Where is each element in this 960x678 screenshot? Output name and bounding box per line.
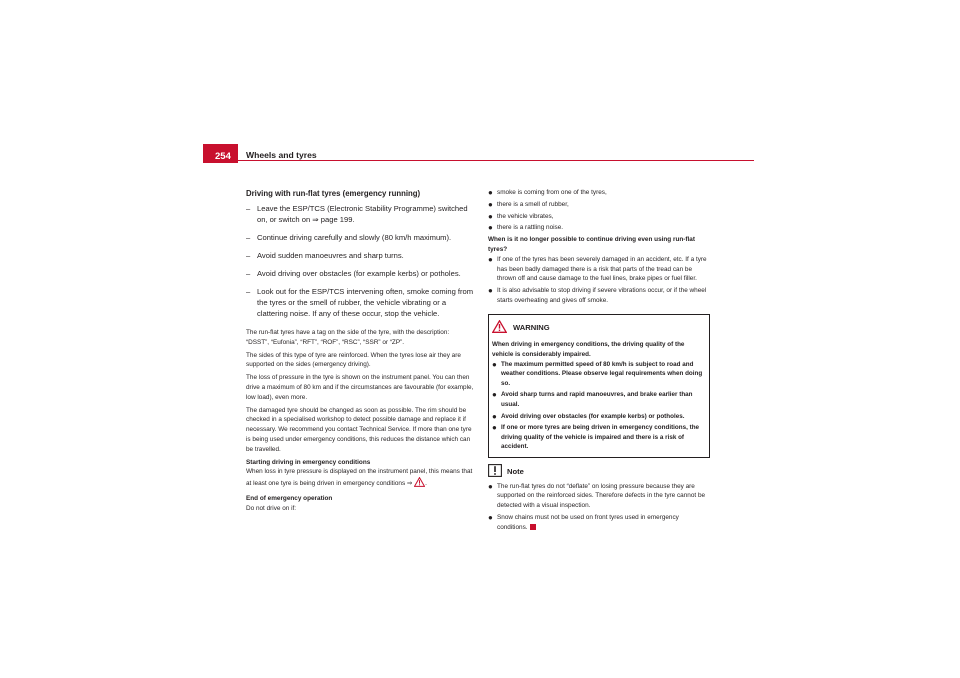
warning-item-text: The maximum permitted speed of 80 km/h is subject to road and weather conditions. Please observe legal requirements when doing so. (501, 360, 703, 387)
bullet-icon: ● (488, 286, 493, 296)
step-text: Avoid driving over obstacles (for example kerbs) or potholes. (257, 269, 461, 278)
list-item-text: It is also advisable to stop driving if severe vibrations occur, or if the wheel starts overheating and gives off smoke. (497, 287, 707, 304)
warning-item (492, 360, 706, 389)
warning-item-text: Avoid sharp turns and rapid manoeuvres, and brake earlier than usual. (501, 391, 693, 408)
list-item (488, 188, 710, 198)
warning-header (492, 320, 706, 337)
bullet-icon: ● (488, 188, 493, 197)
body-paragraph: Do not drive on if: (246, 504, 297, 512)
bullet-icon: ● (488, 223, 493, 233)
list-item-text: smoke is coming from one of the tyres, (497, 189, 607, 196)
header-divider (238, 160, 754, 161)
list-item-text: If one of the tyres has been severely damaged in an accident, etc. If a tyre has been badly damaged there is a risk that parts of the tread can be thrown off and cause damage to the fuel lines, brake pipes or fuel filler. (497, 255, 707, 283)
bullet-icon: ● (488, 211, 493, 221)
warning-triangle-icon[interactable] (414, 477, 425, 491)
step-item (246, 203, 474, 225)
warning-box (488, 314, 710, 458)
subheading: When is it no longer possible to continue driving even using run-flat tyres? (488, 236, 695, 253)
bullet-icon: ● (488, 513, 493, 523)
bullet-icon: ● (492, 359, 497, 369)
list-item (488, 223, 710, 233)
cross-reference-arrow-icon: ⇒ (406, 479, 413, 488)
subheading: End of emergency operation (246, 494, 333, 502)
body-paragraph: The run-flat tyres have a tag on the side of the tyre, with the description: “DSST”, “Eufonia”, “RFT”, “ROF”, “RSC”, “SSR” or “ZP”. (246, 329, 450, 346)
note-item (488, 513, 710, 533)
note-list (488, 482, 710, 533)
list-item (488, 212, 710, 222)
list-item (488, 200, 710, 210)
step-text: Avoid sudden manoeuvres and sharp turns. (257, 251, 404, 260)
list-item-text: there is a rattling noise. (497, 224, 564, 232)
paragraph-text: . (425, 480, 427, 488)
body-paragraph: The sides of this type of tyre are reinforced. When the tyres lose air they are supported on the sides (emergency driving). (246, 351, 461, 369)
step-item (246, 232, 474, 243)
step-item (246, 250, 474, 261)
list-item-text: the vehicle vibrates, (497, 212, 554, 220)
cross-reference-arrow-icon: ⇒ (312, 215, 319, 224)
step-text: Look out for the ESP/TCS intervening often, smoke coming from the tyres or the smell of rubber, the vehicle vibrating or a clattering noise. If any of these occur, stop the vehicle. (257, 287, 474, 318)
warning-item (492, 412, 706, 422)
step-text: Continue driving carefully and slowly (80 km/h maximum). (257, 233, 452, 242)
bullet-icon: ● (492, 411, 497, 421)
note-item-text: The run-flat tyres do not “deflate” on losing pressure because they are supported on the reinforced sides. Therefore defects in the tyre cannot be detected with a visual inspection. (497, 482, 706, 510)
bullet-icon: ● (488, 254, 493, 264)
note-header (488, 464, 710, 480)
warning-intro: When driving in emergency conditions, the driving quality of the vehicle is considerably impaired. (492, 341, 685, 358)
warning-item-text: Avoid driving over obstacles (for example kerbs) or potholes. (501, 412, 685, 420)
condition-list (488, 188, 710, 233)
dash-marker: – (246, 204, 251, 213)
step-item (246, 286, 474, 319)
dash-marker: – (246, 251, 251, 260)
instruction-steps (246, 203, 474, 319)
section-heading: Driving with run-flat tyres (emergency running) (246, 189, 421, 198)
step-item (246, 268, 474, 279)
list-item (488, 255, 710, 284)
step-text: Leave the ESP/TCS (Electronic Stability Programme) switched on, or switch on (257, 204, 468, 224)
warning-title: WARNING (513, 323, 550, 333)
body-paragraph (246, 467, 474, 491)
warning-triangle-icon (492, 320, 507, 337)
note-item (488, 482, 710, 511)
left-column (246, 188, 474, 517)
end-of-section-icon (530, 524, 536, 530)
paragraph-text: When loss in tyre pressure is displayed on the instrument panel, this means that at least one tyre is being driven in emergency conditions (246, 468, 473, 488)
list-item-text: there is a smell of rubber, (497, 200, 569, 208)
warning-list (492, 360, 706, 452)
dash-marker: – (246, 269, 251, 278)
body-paragraph: The damaged tyre should be changed as soon as possible. The rim should be checked in a specialised workshop to detect possible damage and replace it if necessary. We recommend you contact Technical Service. If more than one tyre is being used under emergency conditions, this reduces the distance which can be travelled. (246, 406, 472, 453)
note-item-text: Snow chains must not be used on front tyres used in emergency conditions. (497, 514, 679, 531)
warning-item (492, 423, 706, 452)
warning-item (492, 390, 706, 409)
dash-marker: – (246, 287, 251, 296)
page-reference-link[interactable]: page 199. (318, 215, 355, 224)
bullet-icon: ● (492, 390, 497, 400)
list-item (488, 286, 710, 306)
warning-item-text: If one or more tyres are being driven in emergency conditions, the driving quality of the vehicle is impaired and there is a risk of accident. (501, 424, 700, 451)
bullet-icon: ● (488, 199, 493, 209)
note-title: Note (507, 466, 524, 476)
bullet-icon: ● (488, 481, 493, 491)
subheading: Starting driving in emergency conditions (246, 458, 371, 466)
note-icon (488, 464, 502, 480)
page-number: 254 (203, 144, 238, 163)
right-column (488, 188, 710, 535)
damage-list (488, 255, 710, 306)
section-header-title: Wheels and tyres (246, 150, 317, 160)
body-paragraph: The loss of pressure in the tyre is shown on the instrument panel. You can then drive a maximum of 80 km and if the circumstances are favourable (for example, low load), even more. (246, 374, 474, 401)
dash-marker: – (246, 233, 251, 242)
bullet-icon: ● (492, 423, 497, 433)
